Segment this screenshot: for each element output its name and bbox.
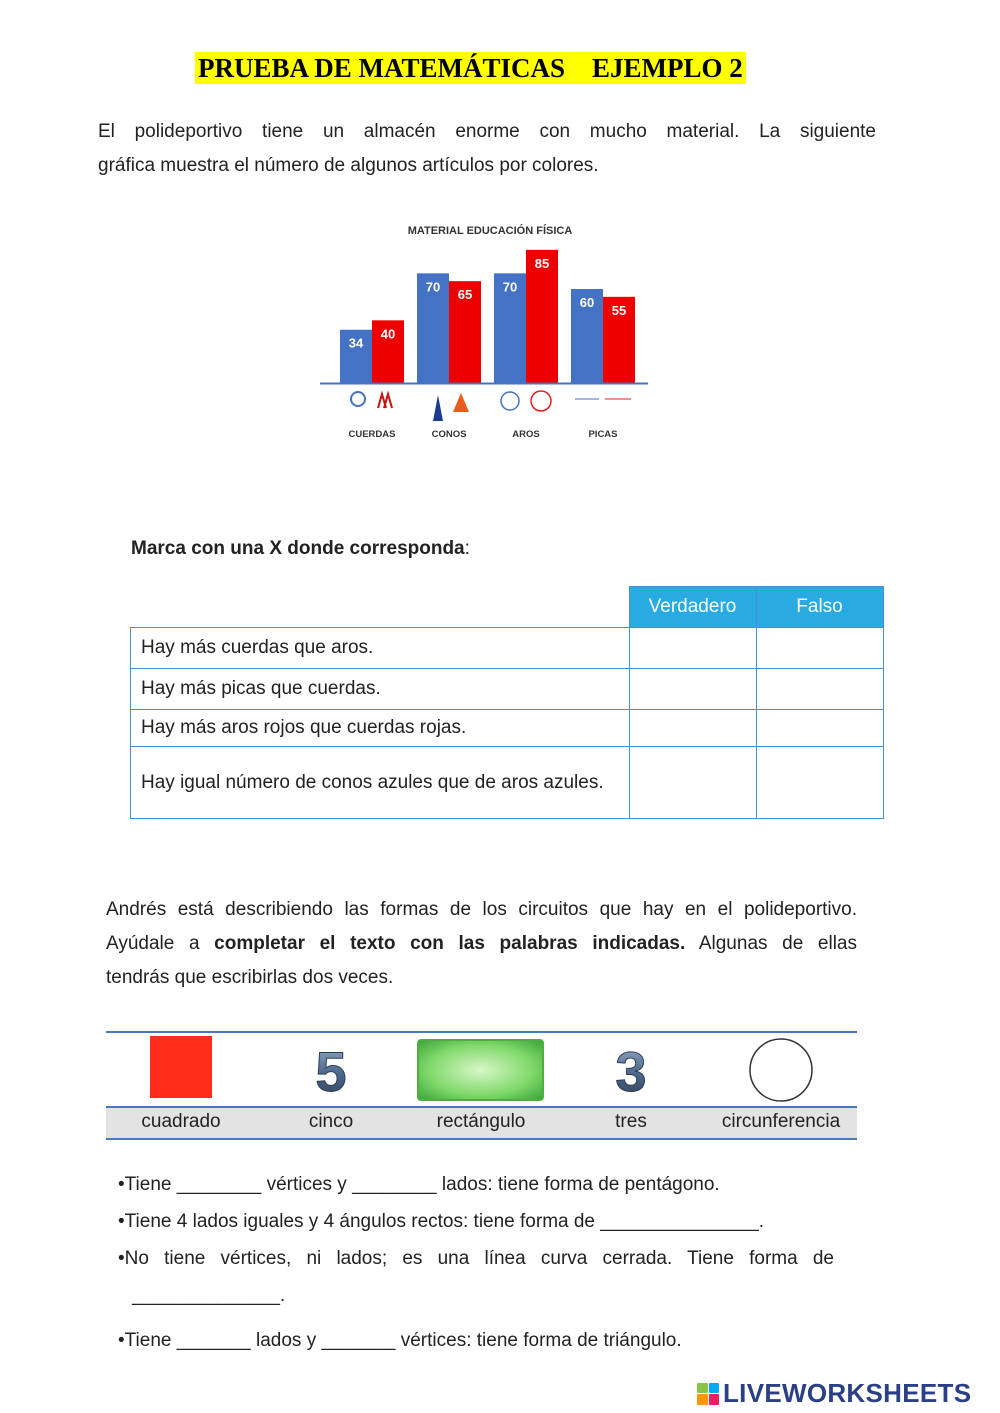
answer-cell-true[interactable]: [629, 669, 756, 710]
category-label: CUERDAS: [348, 429, 396, 440]
category-label: PICAS: [588, 429, 618, 440]
cone-orange-icon: [453, 393, 469, 412]
table-row: [131, 669, 884, 710]
logo-text: LIVEWORKSHEETS: [723, 1378, 972, 1408]
logo-mark-icon: [697, 1383, 719, 1405]
sentence-3-continuation[interactable]: ______________.: [132, 1285, 286, 1306]
statement-cell: Hay más aros rojos que cuerdas rojas.: [131, 710, 630, 747]
instruction-colon: :: [464, 538, 470, 559]
word-rectangulo: rectángulo: [436, 1111, 526, 1132]
instruction-bold: Marca con una X donde corresponda: [131, 538, 465, 559]
data-label: 70: [425, 279, 441, 295]
statement-cell: Hay más picas que cuerdas.: [131, 669, 630, 710]
true-false-table: [130, 586, 884, 819]
green-rectangle-icon: [418, 1040, 543, 1100]
sentence-1[interactable]: •Tiene ________ vértices y ________ lados: tiene forma de pentágono.: [118, 1174, 720, 1195]
exercise-2-line-1: Andrés está describiendo las formas de los circuitos que hay en el polideportivo.: [106, 899, 857, 920]
data-label: 60: [579, 295, 595, 310]
answer-cell-false[interactable]: [756, 747, 883, 819]
data-label: 65: [457, 287, 473, 303]
word-circunferencia: circunferencia: [721, 1111, 841, 1132]
data-label: 55: [611, 302, 627, 318]
answer-cell-true[interactable]: [629, 628, 756, 669]
hoop-red-icon: [531, 391, 551, 411]
exercise-2-line-3: tendrás que escribirlas dos veces.: [106, 967, 394, 988]
answer-cell-true[interactable]: [629, 747, 756, 819]
chart-title: MATERIAL EDUCACIÓN FÍSICA: [407, 225, 573, 237]
cone-blue-icon: [433, 395, 443, 421]
statement-cell: Hay más cuerdas que aros.: [131, 628, 630, 669]
data-label: 34: [348, 335, 364, 351]
sentence-2[interactable]: •Tiene 4 lados iguales y 4 ángulos rectos: tiene forma de _______________.: [118, 1211, 765, 1232]
number-three-icon: 3: [615, 1040, 647, 1103]
red-square-icon: [150, 1036, 212, 1098]
answer-cell-false[interactable]: [756, 710, 883, 747]
table-row: [131, 710, 884, 747]
hoop-blue-icon: [501, 392, 519, 410]
table-row: [131, 628, 884, 669]
exercise-2-paragraph: [106, 893, 857, 995]
data-label: 40: [380, 326, 396, 342]
rope-red-icon: [378, 394, 392, 408]
answer-cell-true[interactable]: [629, 710, 756, 747]
table-header-row: [131, 587, 884, 628]
category-label: CONOS: [431, 429, 467, 440]
sentence-4[interactable]: •Tiene _______ lados y _______ vértices: tiene forma de triángulo.: [118, 1330, 682, 1351]
intro-line-1: El polideportivo tiene un almacén enorme con mucho material. La siguiente: [98, 121, 876, 142]
liveworksheets-logo: [697, 1378, 971, 1409]
table-row: [131, 747, 884, 819]
category-label: AROS: [512, 429, 540, 440]
data-label: 70: [502, 279, 518, 295]
exercise-2-line-2: Ayúdale a completar el texto con las palabras indicadas. Algunas de ellas: [106, 933, 857, 954]
answer-cell-false[interactable]: [756, 628, 883, 669]
intro-paragraph: [98, 115, 876, 183]
material-bar-chart: [316, 212, 656, 452]
word-tres: tres: [615, 1111, 647, 1132]
header-falso: Falso: [756, 587, 883, 628]
word-cuadrado: cuadrado: [141, 1111, 221, 1132]
statement-cell: Hay igual número de conos azules que de aros azules.: [131, 747, 630, 819]
instruction: [131, 538, 470, 560]
worksheet-title: PRUEBA DE MATEMÁTICAS EJEMPLO 2: [195, 52, 746, 84]
header-verdadero: Verdadero: [629, 587, 756, 628]
word-cinco: cinco: [308, 1111, 354, 1132]
fill-in-sentences: [118, 1166, 834, 1359]
circle-icon: [750, 1039, 812, 1101]
rope-blue-icon: [351, 392, 365, 406]
number-five-icon: 5: [315, 1040, 347, 1103]
answer-cell-false[interactable]: [756, 669, 883, 710]
sentence-3[interactable]: •No tiene vértices, ni lados; es una línea curva cerrada. Tiene forma de: [118, 1248, 834, 1269]
data-label: 85: [534, 255, 550, 271]
intro-line-2: gráfica muestra el número de algunos artículos por colores.: [98, 155, 599, 176]
